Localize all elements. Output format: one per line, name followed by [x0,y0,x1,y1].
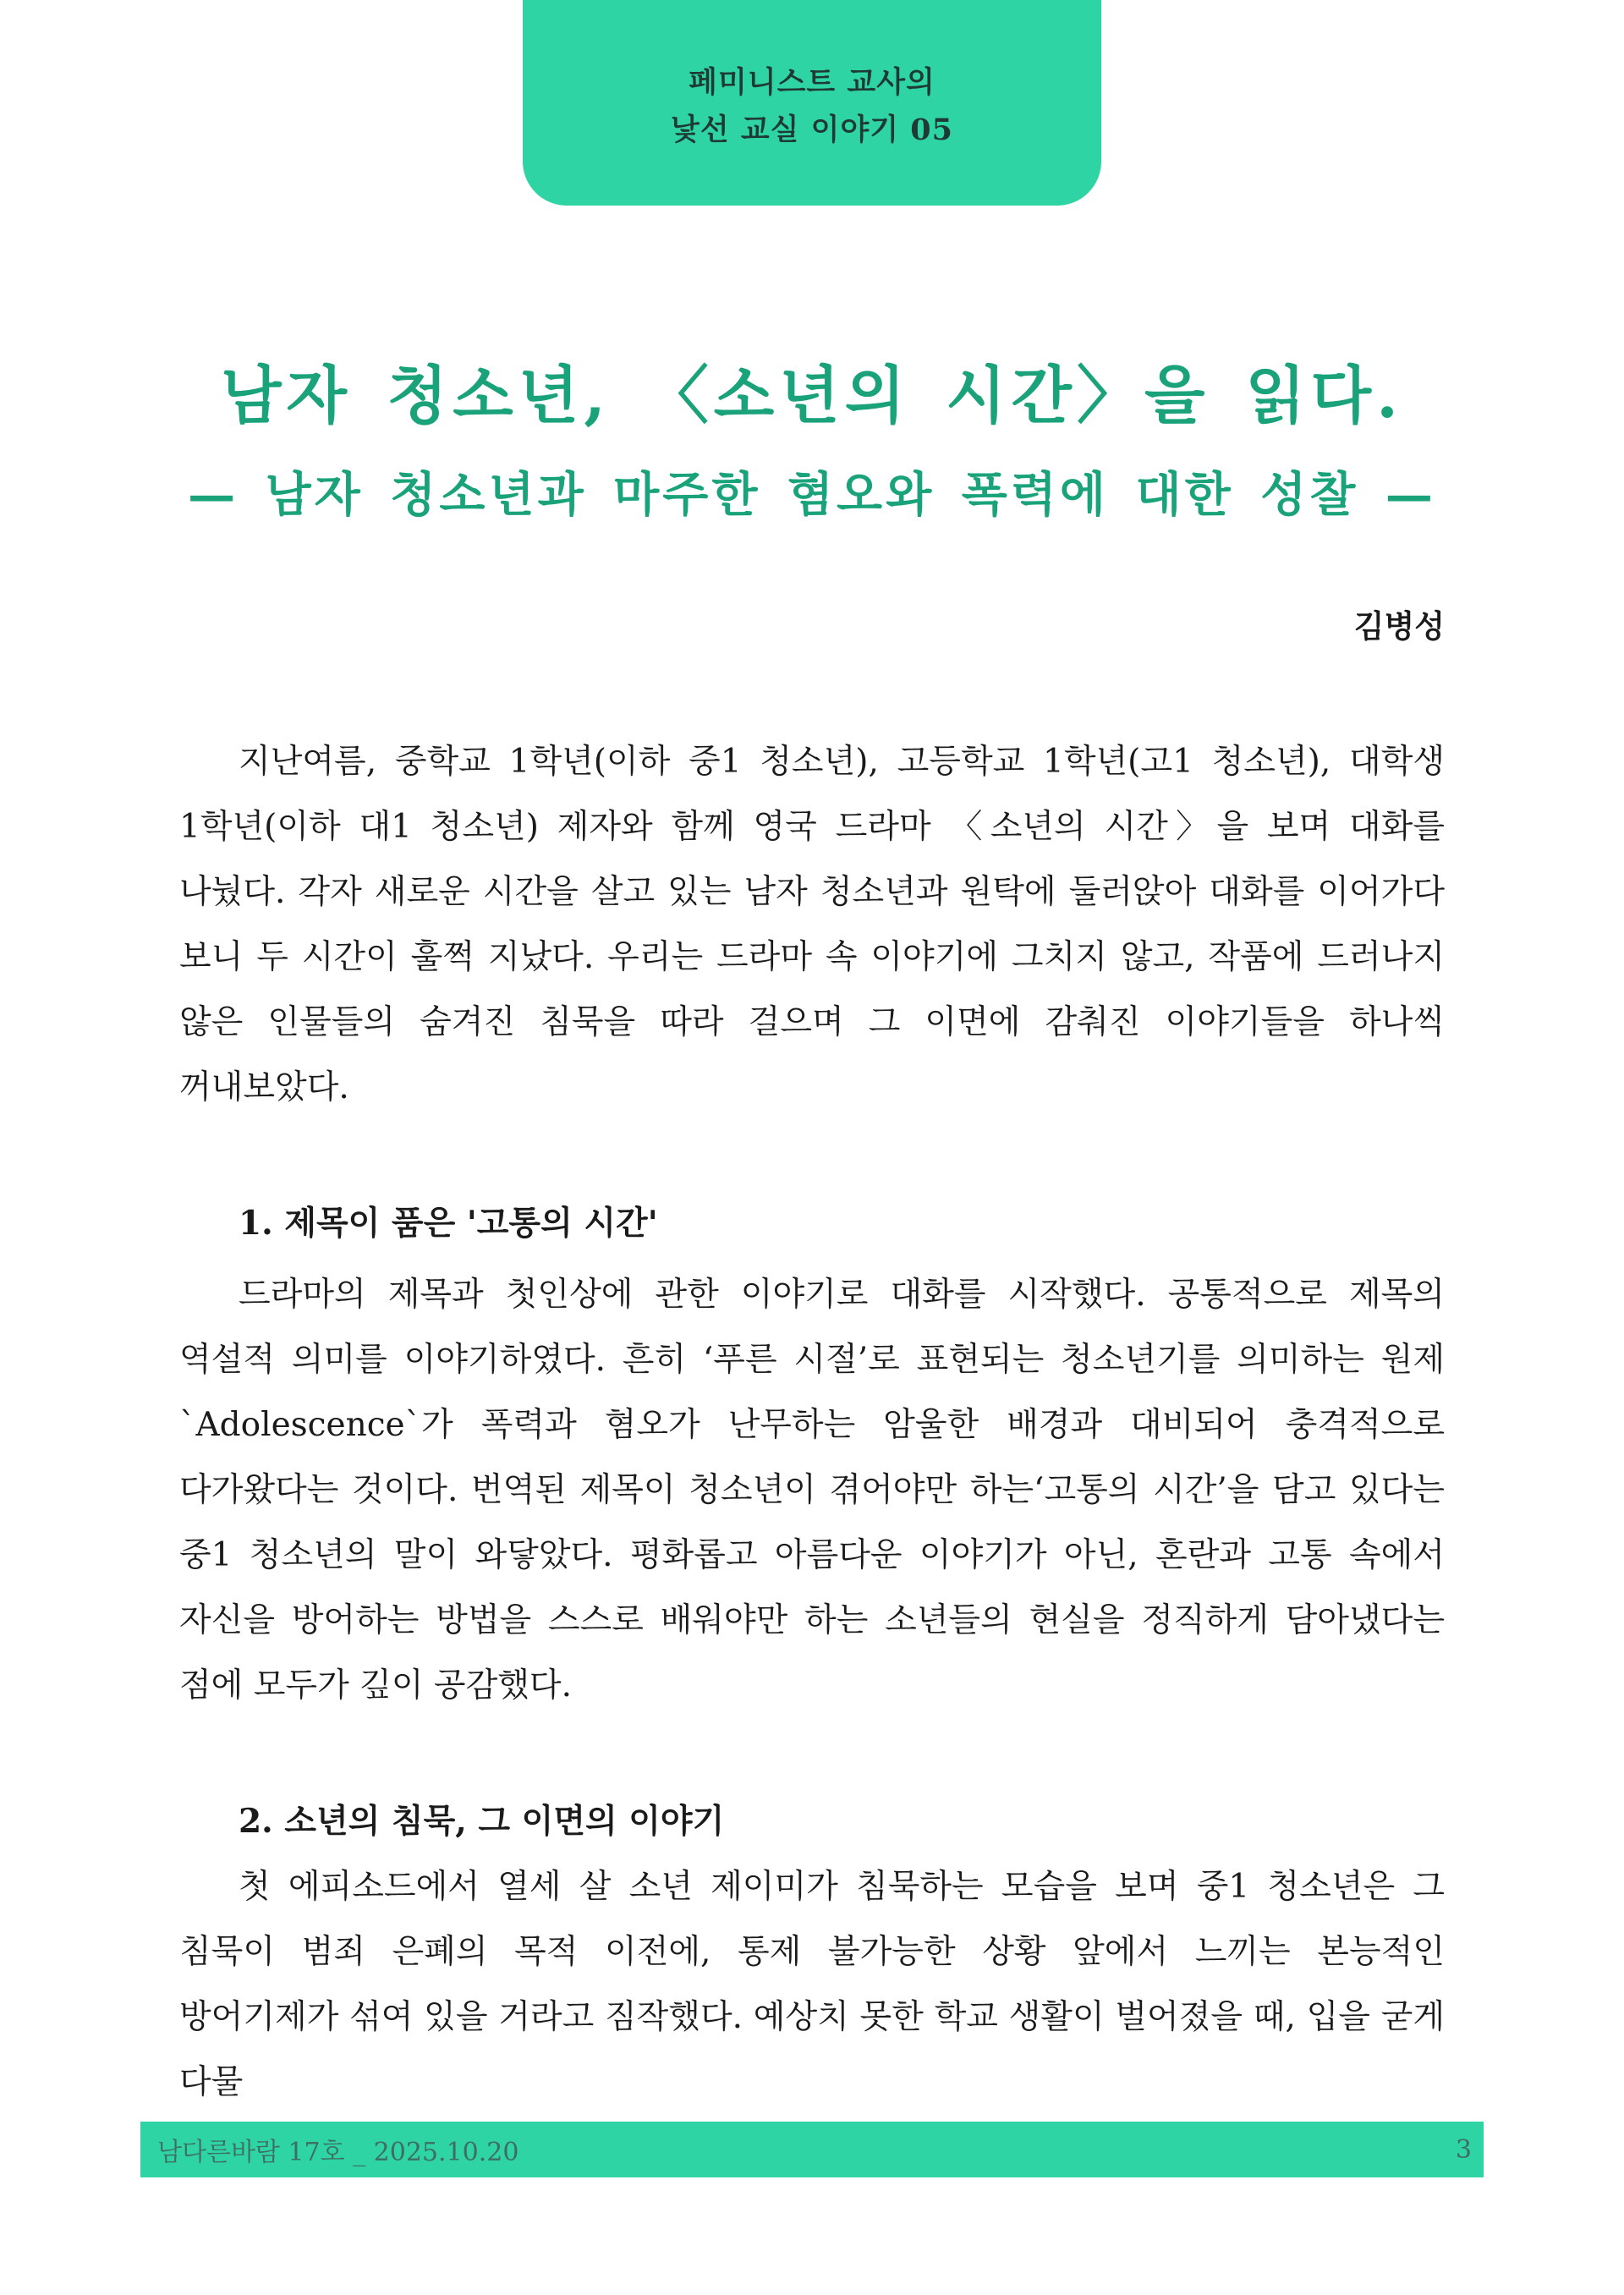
article-title: 남자 청소년, 〈소년의 시간〉을 읽다. [221,360,1403,432]
paragraph-section-1: 드라마의 제목과 첫인상에 관한 이야기로 대화를 시작했다. 공통적으로 제목의 역설적 의미를 이야기하였다. 흔히 ‘푸른 시절’로 표현되는 청소년기를 의미하는 원제 `Adolescence`가 폭력과 혐오가 난무하는 암울한 배경과 대비되어 충격적으로 다가왔다는 것이다. 번역된 제목이 청소년이 겪어야만 하는‘고통의 시간’을 담고 있다는 중1 청소년의 말이 와닿았다. 평화롭고 아름다운 이야기가 아닌, 혼란과 고통 속에서 자신을 방어하는 방법을 스스로 배워야만 하는 소년들의 현실을 정직하게 담아냈다는 점에 모두가 깊이 공감했다. [179,1276,1445,1705]
paragraph-intro: 지난여름, 중학교 1학년(이하 중1 청소년), 고등학교 1학년(고1 청소년), 대학생 1학년(이하 대1 청소년) 제자와 함께 영국 드라마 〈소년의 시간〉을 보며 대화를 나눴다. 각자 새로운 시간을 살고 있는 남자 청소년과 원탁에 둘러앉아 대화를 이어가다 보니 두 시간이 훌쩍 지났다. 우리는 드라마 속 이야기에 그치지 않고, 작품에 드러나지 않은 인물들의 숨겨진 침묵을 따라 걸으며 그 이면에 감춰진 이야기들을 하나씩 꺼내보았다. [179,743,1445,1106]
section-heading-2: 2. 소년의 침묵, 그 이면의 이야기 [239,1802,725,1841]
page-number: 3 [1455,2134,1472,2165]
author-name: 김병성 [1353,607,1445,645]
section-heading-1: 1. 제목이 품은 '고통의 시간' [239,1204,658,1243]
footer-issue: 남다른바람 17호 _ 2025.10.20 [157,2138,519,2167]
series-tab-line2: 낯선 교실 이야기 05 [671,112,953,147]
series-tab [523,0,1101,206]
footer-bar [140,2122,1484,2177]
series-tab-line1: 페미니스트 교사의 [689,64,935,100]
article-subtitle: — 남자 청소년과 마주한 혐오와 폭력에 대한 성찰 — [188,467,1436,523]
paragraph-section-2: 첫 에피소드에서 열세 살 소년 제이미가 침묵하는 모습을 보며 중1 청소년은 그 침묵이 범죄 은폐의 목적 이전에, 통제 불가능한 상황 앞에서 느끼는 본능적인 방어기제가 섞여 있을 거라고 짐작했다. 예상치 못한 학교 생활이 벌어졌을 때, 입을 굳게 다물 [179,1868,1445,2101]
